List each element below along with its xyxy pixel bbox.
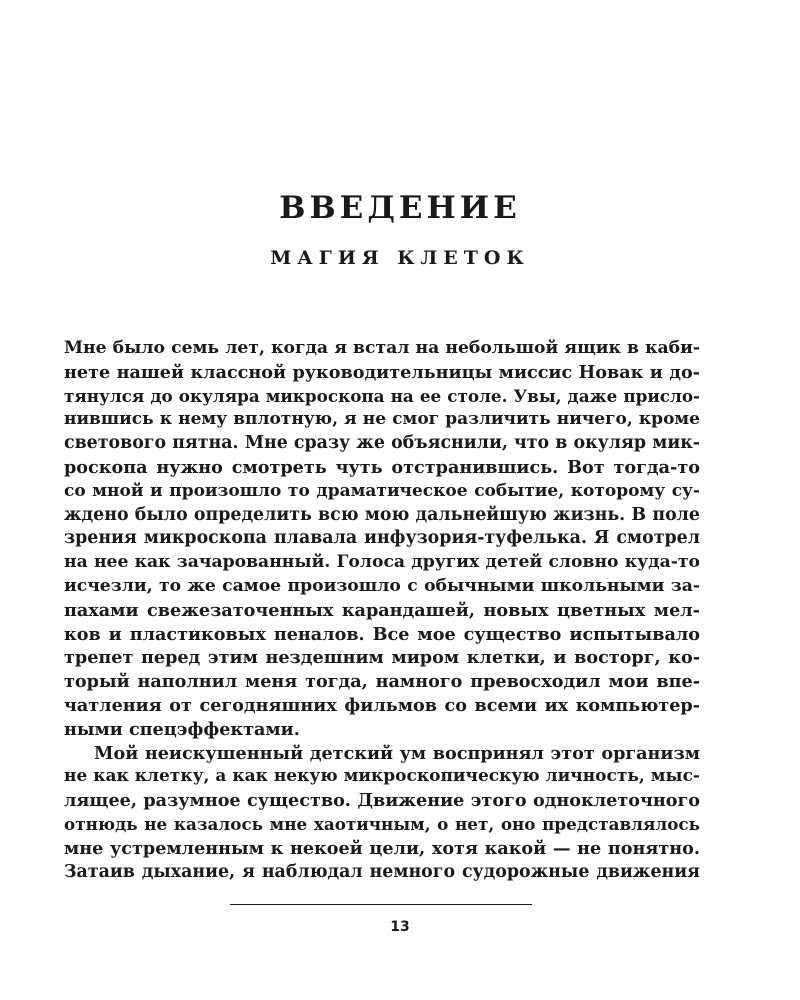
text-line: не как клетку, а как некую микроскопическую личность, мыс- bbox=[64, 766, 700, 787]
paragraph-2 bbox=[64, 742, 700, 885]
text-line: исчезли, то же самое произошло с обычными школьными за- bbox=[64, 575, 700, 596]
text-line: отнюдь не казалось мне хаотичным, о нет, оно представлялось bbox=[64, 813, 700, 834]
chapter-subtitle: МАГИЯ КЛЕТОК bbox=[270, 247, 530, 269]
text-line: ждено было определить всю мою дальнейшую жизнь. В поле bbox=[64, 504, 700, 525]
text-line: торый наполнил меня тогда, намного превосходил мои впе- bbox=[64, 671, 700, 693]
text-line: лящее, разумное существо. Движение этого одноклеточного bbox=[64, 790, 700, 812]
text-line: Мой неискушенный детский ум воспринял этот организм bbox=[94, 742, 700, 764]
text-line: со мной и произошло то драматическое событие, которому су- bbox=[64, 480, 700, 501]
text-line: роскопа нужно смотреть чуть отстранившись. Вот тогда-то bbox=[64, 456, 700, 478]
text-line: тянулся до окуляра микроскопа на ее столе. Увы, даже присло- bbox=[64, 385, 700, 406]
text-line: ков и пластиковых пеналов. Все мое существо испытывало bbox=[64, 623, 700, 645]
text-line: зрения микроскопа плавала инфузория-туфелька. Я смотрел bbox=[64, 528, 700, 549]
text-line: на нее как зачарованный. Голоса других детей словно куда-то bbox=[64, 552, 700, 573]
text-line: чатления от сегодняшних фильмов со всеми их компьютер- bbox=[64, 694, 700, 716]
text-line: ными спецэффектами. bbox=[64, 718, 300, 740]
body-text bbox=[64, 337, 700, 884]
text-line: Затаив дыхание, я наблюдал немного судорожные движения bbox=[64, 861, 700, 882]
chapter-title: ВВЕДЕНИЕ bbox=[279, 190, 521, 226]
text-line: нившись к нему вплотную, я не смог различить ничего, кроме bbox=[64, 409, 700, 430]
footer-rule bbox=[230, 904, 532, 905]
text-line: нете нашей классной руководительницы миссис Новак и до- bbox=[64, 361, 700, 383]
text-line: трепет перед этим нездешним миром клетки, и восторг, ко- bbox=[64, 647, 700, 669]
text-line: пахами свежезаточенных карандашей, новых цветных мел- bbox=[64, 599, 700, 621]
page-number: 13 bbox=[390, 919, 410, 935]
text-line: Мне было семь лет, когда я встал на небольшой ящик в каби- bbox=[64, 338, 700, 358]
text-line: светового пятна. Мне сразу же объяснили, что в окуляр мик- bbox=[64, 433, 700, 454]
text-line: мне устремленным к некоей цели, хотя какой — не понятно. bbox=[64, 837, 700, 859]
paragraph-1 bbox=[64, 337, 700, 742]
